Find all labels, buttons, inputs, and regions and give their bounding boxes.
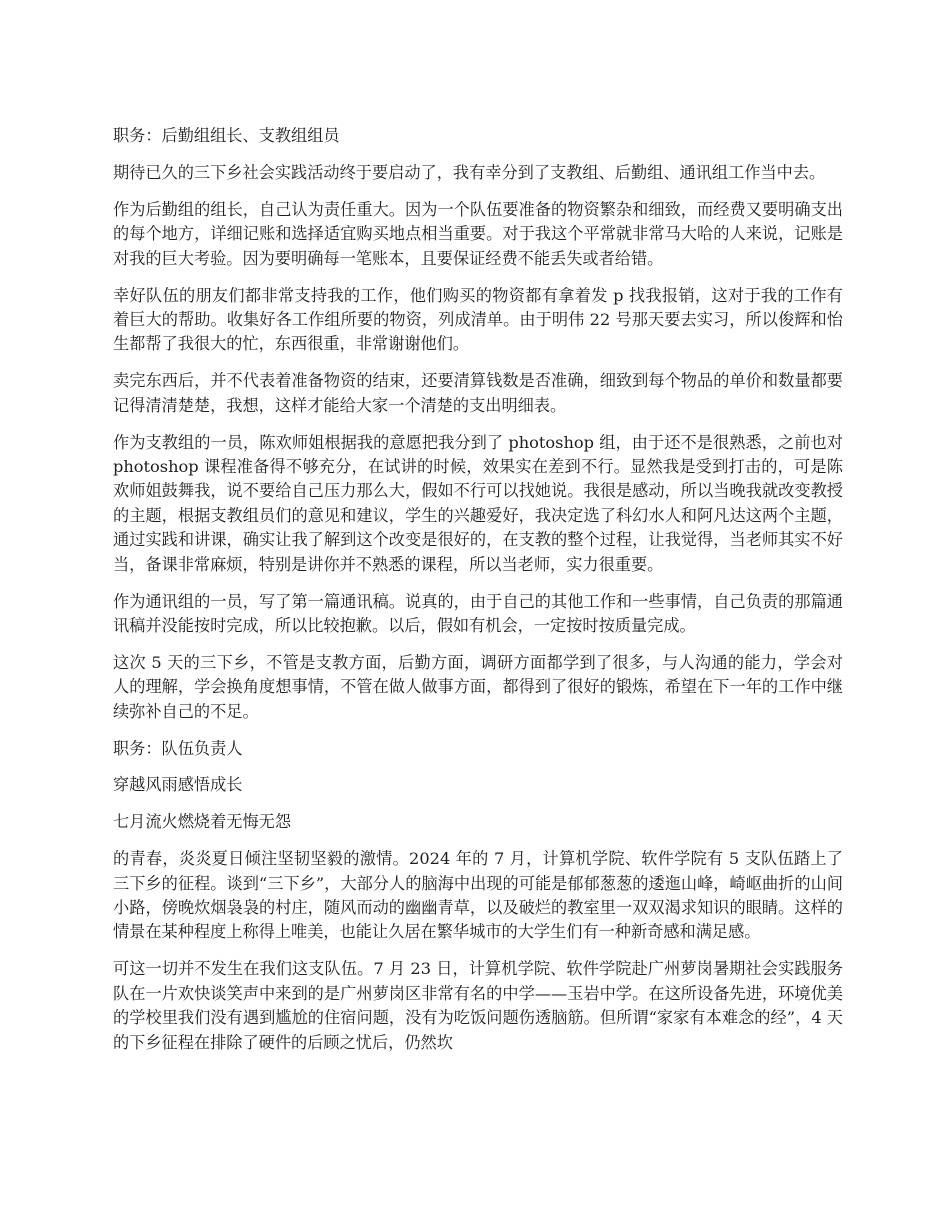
paragraph-communication: 作为通讯组的一员，写了第一篇通讯稿。说真的，由于自己的其他工作和一些事情，自己负责的那篇通讯稿并没能按时完成，所以比较抱歉。以后，假如有机会，一定按时按质量完成。 [113,591,843,635]
paragraph-team-support: 幸好队伍的朋友们都非常支持我的工作，他们购买的物资都有拿着发 p 找我报销，这对于我的工作有着巨大的帮助。收集好各工作组所要的物资，列成清单。由于明伟 22 号那天要去实习，所以俊辉和怡生都帮了我很大的忙，东西很重，非常谢谢他们。 [113,285,843,354]
paragraph-accounting: 卖完东西后，并不代表着准备物资的结束，还要清算钱数是否准确，细致到每个物品的单价和数量都要记得清清楚楚，我想，这样才能给大家一个清楚的支出明细表。 [113,371,843,415]
paragraph-youth: 的青春，炎炎夏日倾注坚韧坚毅的激情。2024 年的 7 月，计算机学院、软件学院有 5 支队伍踏上了三下乡的征程。谈到“三下乡”，大部分人的脑海中出现的可能是郁郁葱葱的逶迤山峰，崎岖曲折的山间小路，傍晚炊烟袅袅的村庄，随风而动的幽幽青草，以及破烂的教室里一双双渴求知识的眼睛。这样的情景在某种程度上称得上唯美，也能让久居在繁华城市的大学生们有一种新奇感和满足感。 [113,849,843,942]
document-body [113,124,843,1068]
paragraph-heading-growth: 穿越风雨感悟成长 [113,775,243,795]
paragraph-teaching: 作为支教组的一员，陈欢师姐根据我的意愿把我分到了 photoshop 组，由于还不是很熟悉，之前也对 photoshop 课程准备得不够充分，在试讲的时候，效果实在差到不行。显然我是受到打击的，可是陈欢师姐鼓舞我，说不要给自己压力那么大，假如不行可以找她说。我很是感动，所以当晚我就改变教授的主题，根据支教组员们的意见和建议，学生的兴趣爱好，我决定选了科幻水人和阿凡达这两个主题，通过实践和讲课，确实让我了解到这个改变是很好的，在支教的整个过程，让我觉得，当老师其实不好当，备课非常麻烦，特别是讲你并不熟悉的课程，所以当老师，实力很重要。 [113,432,843,574]
paragraph-logistics-duty: 作为后勤组的组长，自己认为责任重大。因为一个队伍要准备的物资繁杂和细致，而经费又要明确支出的每个地方，详细记账和选择适宜购买地点相当重要。对于我这个平常就非常马大哈的人来说，记账是对我的巨大考验。因为要明确每一笔账本，且要保证经费不能丢失或者给错。 [113,199,843,268]
paragraph-intro: 期待已久的三下乡社会实践活动终于要启动了，我有幸分到了支教组、后勤组、通讯组工作当中去。 [113,162,826,182]
paragraph-role-logistics: 职务：后勤组组长、支教组组员 [113,126,340,145]
paragraph-summary: 这次 5 天的三下乡，不管是支教方面，后勤方面，调研方面都学到了很多，与人沟通的能力，学会对人的理解，学会换角度想事情，不管在做人做事方面，都得到了很好的锻炼，希望在下一年的工作中继续弥补自己的不足。 [113,652,843,721]
paragraph-july-23: 可这一切并不发生在我们这支队伍。7 月 23 日，计算机学院、软件学院赴广州萝岗暑期社会实践服务队在一片欢快谈笑声中来到的是广州萝岗区非常有名的中学——玉岩中学。在这所设备先进，环境优美的学校里我们没有遇到尴尬的住宿问题，没有为吃饭问题伤透脑筋。但所谓“家家有本难念的经”，4 天的下乡征程在排除了硬件的后顾之忧后，仍然坎 [113,959,843,1052]
paragraph-role-leader: 职务：队伍负责人 [113,738,243,758]
paragraph-heading-july: 七月流火燃烧着无悔无怨 [113,812,292,832]
